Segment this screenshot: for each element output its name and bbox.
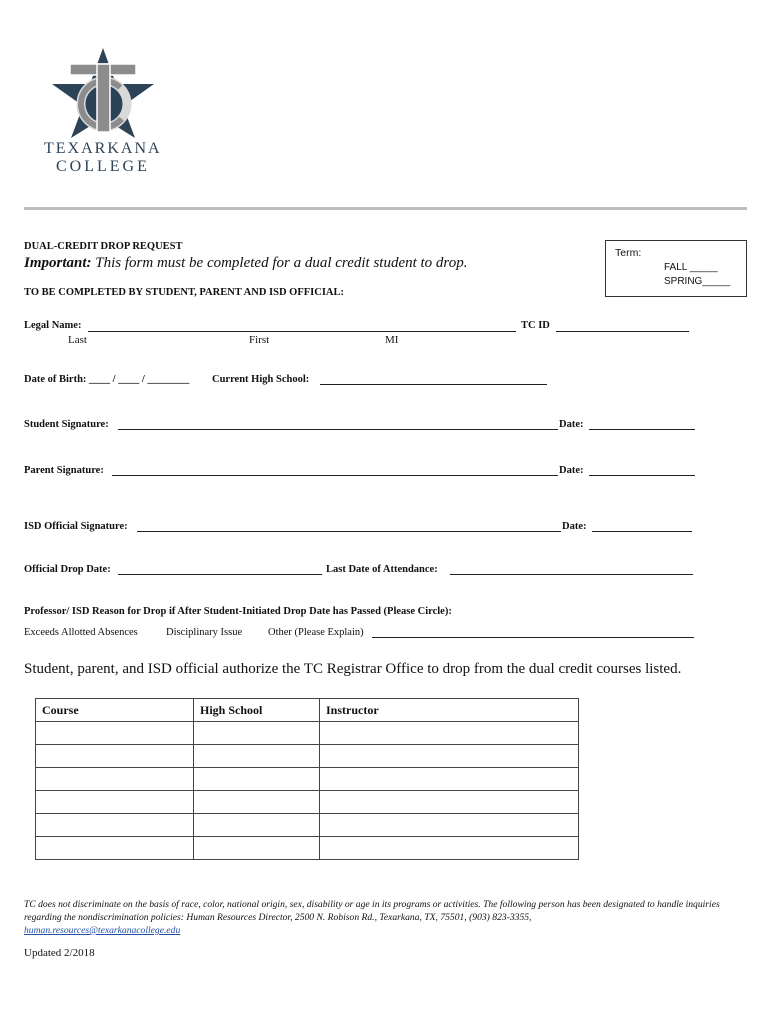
student-signature-label: Student Signature:: [24, 419, 109, 430]
last-attendance-label: Last Date of Attendance:: [326, 564, 438, 575]
reason-option-absences[interactable]: Exceeds Allotted Absences: [24, 627, 138, 638]
student-date-field[interactable]: [589, 429, 695, 430]
updated-date: Updated 2/2018: [24, 947, 95, 959]
high-school-cell[interactable]: [194, 791, 320, 814]
tc-id-field[interactable]: [556, 331, 689, 332]
instructor-cell[interactable]: [320, 745, 579, 768]
important-text: This form must be completed for a dual credit student to drop.: [91, 255, 468, 271]
student-signature-field[interactable]: [118, 429, 558, 430]
form-subtitle: TO BE COMPLETED BY STUDENT, PARENT AND ISD OFFICIAL:: [24, 287, 345, 298]
column-header-high-school: High School: [194, 699, 320, 722]
parent-signature-field[interactable]: [112, 475, 558, 476]
last-name-caption: Last: [68, 334, 87, 346]
high-school-cell[interactable]: [194, 722, 320, 745]
hr-email-link[interactable]: human.resources@texarkanacollege.edu: [24, 925, 181, 936]
instructor-cell[interactable]: [320, 837, 579, 860]
parent-date-label: Date:: [559, 465, 584, 476]
column-header-instructor: Instructor: [320, 699, 579, 722]
last-attendance-field[interactable]: [450, 574, 693, 575]
course-cell[interactable]: [36, 814, 194, 837]
column-header-course: Course: [36, 699, 194, 722]
reason-option-disciplinary[interactable]: Disciplinary Issue: [166, 627, 243, 638]
logo-text-texarkana: TEXARKANA: [44, 140, 162, 157]
isd-date-field[interactable]: [592, 531, 692, 532]
term-fall[interactable]: FALL _____: [664, 262, 718, 273]
term-box: [605, 240, 747, 297]
term-label: Term:: [615, 247, 642, 259]
student-date-label: Date:: [559, 419, 584, 430]
high-school-cell[interactable]: [194, 768, 320, 791]
high-school-cell[interactable]: [194, 745, 320, 768]
table-row: [36, 745, 579, 768]
course-cell[interactable]: [36, 745, 194, 768]
isd-signature-field[interactable]: [137, 531, 561, 532]
course-cell[interactable]: [36, 791, 194, 814]
instructor-cell[interactable]: [320, 791, 579, 814]
instructor-cell[interactable]: [320, 814, 579, 837]
official-drop-date-label: Official Drop Date:: [24, 564, 111, 575]
term-spring[interactable]: SPRING_____: [664, 276, 731, 287]
table-row: [36, 814, 579, 837]
course-table: [35, 698, 579, 860]
table-row: [36, 791, 579, 814]
table-row: [36, 768, 579, 791]
nondiscrimination-text: TC does not discriminate on the basis of race, color, national origin, sex, disability or age in its programs or activities. The following person has been designated to handle inquiries regarding the nondiscrimination policies: Human Resources Director, 2500 N. Robison Rd., Texarkana, TX, 75501, (903) 823-3355,: [24, 899, 720, 923]
logo-text-college: COLLEGE: [56, 158, 150, 175]
tc-id-label: TC ID: [521, 320, 550, 331]
college-logo: [44, 46, 162, 176]
reason-heading: Professor/ ISD Reason for Drop if After Student-Initiated Drop Date has Passed (Please Circle):: [24, 606, 452, 617]
important-label: Important:: [24, 255, 92, 271]
legal-name-label: Legal Name:: [24, 320, 82, 331]
important-notice: [24, 255, 467, 272]
header-divider: [24, 207, 747, 210]
official-drop-date-field[interactable]: [118, 574, 322, 575]
middle-initial-caption: MI: [385, 334, 399, 346]
high-school-cell[interactable]: [194, 837, 320, 860]
form-title: DUAL-CREDIT DROP REQUEST: [24, 241, 183, 252]
current-high-school-label: Current High School:: [212, 374, 310, 385]
reason-option-other[interactable]: Other (Please Explain): [268, 627, 364, 638]
table-header-row: [36, 699, 579, 722]
authorization-statement: Student, parent, and ISD official authorize the TC Registrar Office to drop from the dual credit courses listed.: [24, 661, 682, 677]
parent-date-field[interactable]: [589, 475, 695, 476]
legal-name-field[interactable]: [88, 331, 516, 332]
high-school-cell[interactable]: [194, 814, 320, 837]
table-row: [36, 837, 579, 860]
course-cell[interactable]: [36, 768, 194, 791]
course-cell[interactable]: [36, 837, 194, 860]
parent-signature-label: Parent Signature:: [24, 465, 104, 476]
reason-explain-field[interactable]: [372, 637, 694, 638]
table-row: [36, 722, 579, 745]
course-cell[interactable]: [36, 722, 194, 745]
instructor-cell[interactable]: [320, 768, 579, 791]
isd-date-label: Date:: [562, 521, 587, 532]
current-high-school-field[interactable]: [320, 384, 547, 385]
instructor-cell[interactable]: [320, 722, 579, 745]
dob-label[interactable]: Date of Birth: ____ / ____ / ________: [24, 374, 190, 385]
nondiscrimination-notice: [24, 898, 724, 937]
tc-star-logo-icon: [48, 46, 158, 138]
isd-signature-label: ISD Official Signature:: [24, 521, 128, 532]
first-name-caption: First: [249, 334, 270, 346]
